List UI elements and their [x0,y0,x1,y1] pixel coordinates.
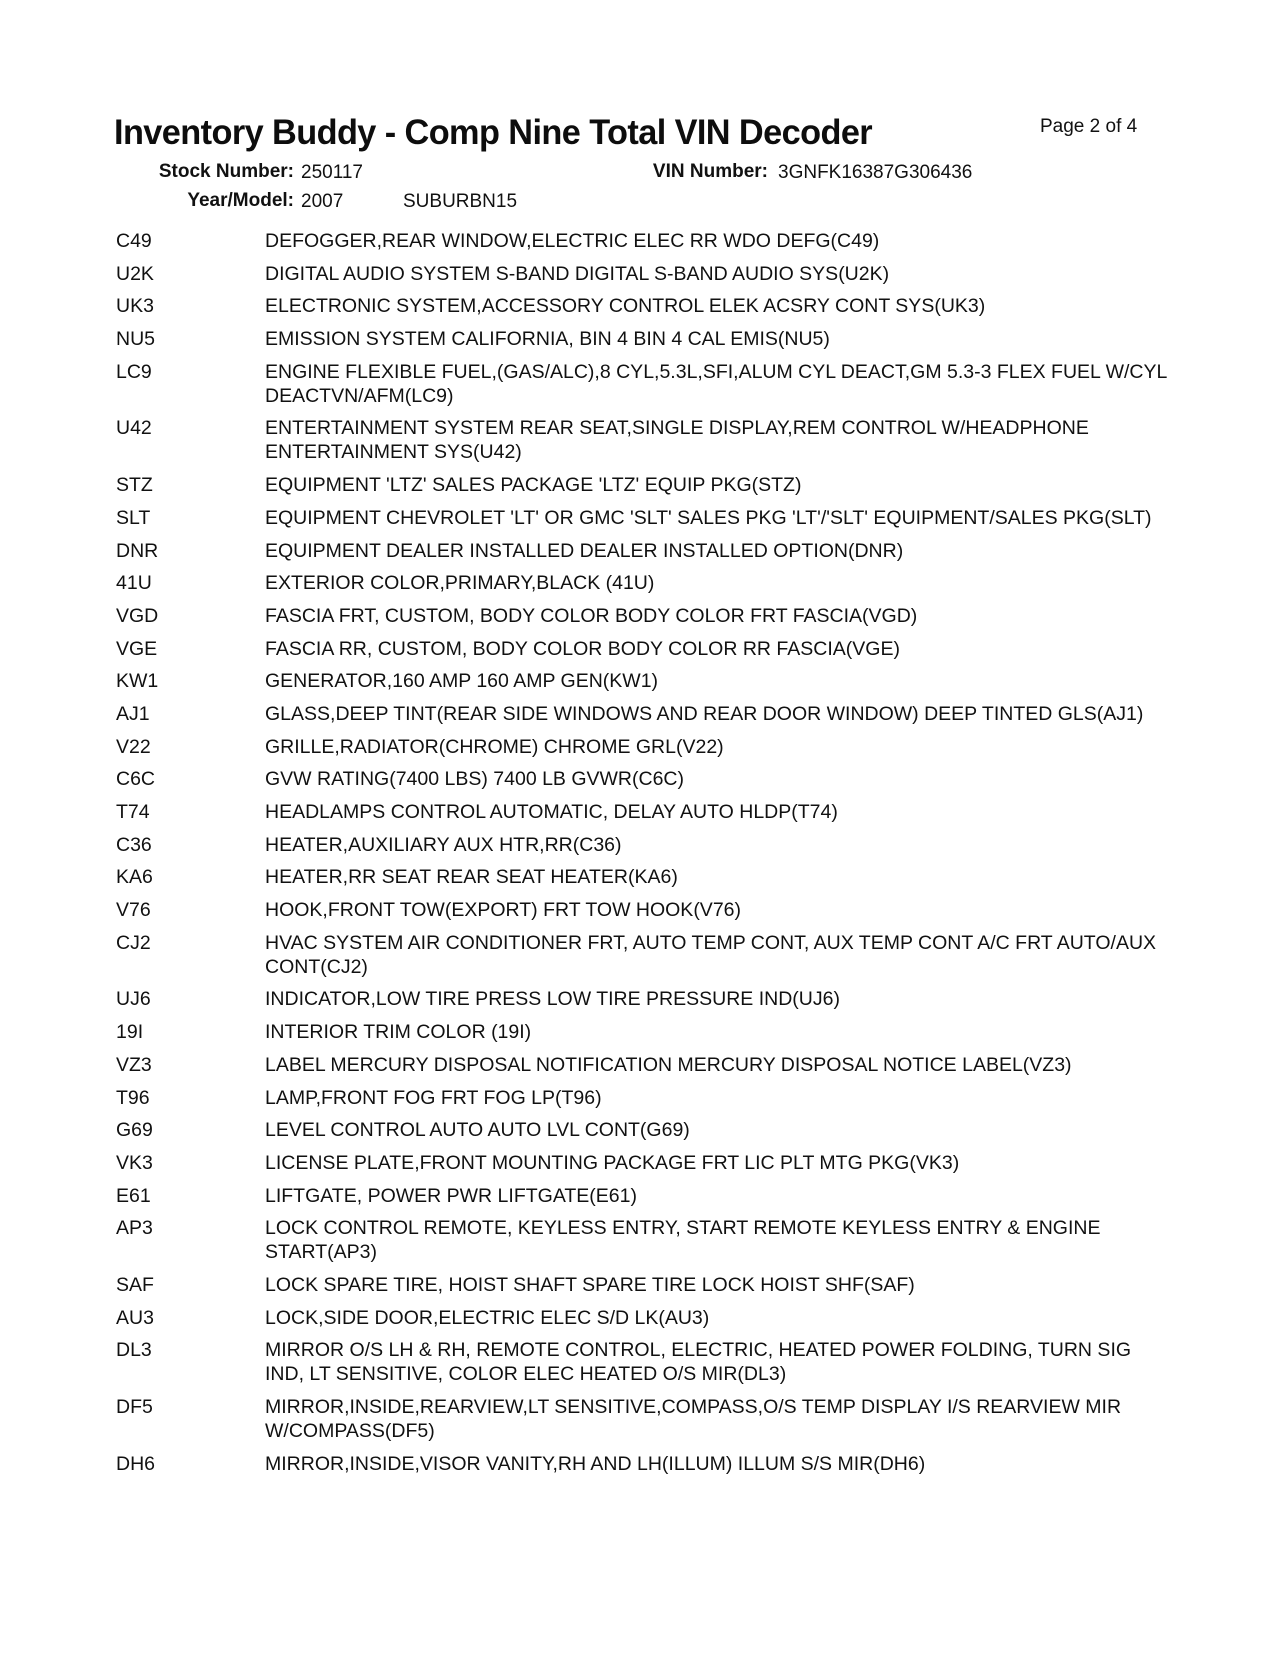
option-list [116,229,1176,1484]
option-row [116,1020,1176,1044]
option-row [116,327,1176,351]
option-row [116,416,1176,464]
option-row [116,1338,1176,1386]
option-code: DH6 [116,1452,156,1475]
option-description: LABEL MERCURY DISPOSAL NOTIFICATION MERCURY DISPOSAL NOTICE LABEL(VZ3) [265,1053,1072,1076]
option-row [116,1395,1176,1443]
option-description: MIRROR,INSIDE,REARVIEW,LT SENSITIVE,COMPASS,O/S TEMP DISPLAY I/S REARVIEW MIR W/COMPASS(DF5) [265,1396,1122,1442]
option-description: GLASS,DEEP TINT(REAR SIDE WINDOWS AND REAR DOOR WINDOW) DEEP TINTED GLS(AJ1) [265,702,1144,725]
option-row [116,1151,1176,1175]
option-description: HOOK,FRONT TOW(EXPORT) FRT TOW HOOK(V76) [265,899,741,922]
option-row [116,735,1176,759]
option-row [116,604,1176,628]
option-description: LOCK,SIDE DOOR,ELECTRIC ELEC S/D LK(AU3) [265,1306,710,1329]
option-description: EMISSION SYSTEM CALIFORNIA, BIN 4 BIN 4 CAL EMIS(NU5) [265,328,830,351]
option-code: C36 [116,833,152,856]
option-row [116,1452,1176,1476]
option-description: INTERIOR TRIM COLOR (19I) [265,1021,532,1044]
option-row [116,702,1176,726]
option-description: EXTERIOR COLOR,PRIMARY,BLACK (41U) [265,572,655,595]
option-code: SAF [116,1273,154,1296]
option-description: FASCIA RR, CUSTOM, BODY COLOR BODY COLOR RR FASCIA(VGE) [265,637,900,660]
option-code: C6C [116,768,156,791]
option-description: LOCK SPARE TIRE, HOIST SHAFT SPARE TIRE LOCK HOIST SHF(SAF) [265,1273,915,1296]
option-description: GENERATOR,160 AMP 160 AMP GEN(KW1) [265,670,659,693]
option-code: VGE [116,637,158,660]
option-row [116,865,1176,889]
vin-value: 3GNFK16387G306436 [778,162,973,183]
option-description: LIFTGATE, POWER PWR LIFTGATE(E61) [265,1184,637,1207]
option-description: ENTERTAINMENT SYSTEM REAR SEAT,SINGLE DISPLAY,REM CONTROL W/HEADPHONE ENTERTAINMENT SYS(U42) [265,417,1089,464]
option-code: V22 [116,735,151,758]
option-row [116,1184,1176,1208]
option-code: NU5 [116,328,156,351]
option-row [116,637,1176,661]
option-code: KW1 [116,670,159,693]
option-code: KA6 [116,866,153,889]
option-code: SLT [116,506,151,529]
option-description: INDICATOR,LOW TIRE PRESS LOW TIRE PRESSURE IND(UJ6) [265,988,840,1011]
option-description: GVW RATING(7400 LBS) 7400 LB GVWR(C6C) [265,768,685,791]
option-row [116,262,1176,286]
option-description: MIRROR,INSIDE,VISOR VANITY,RH AND LH(ILLUM) ILLUM S/S MIR(DH6) [265,1452,926,1475]
option-code: AP3 [116,1217,153,1240]
year-model-label: Year/Model: [187,190,294,211]
option-code: CJ2 [116,931,151,954]
option-description: HVAC SYSTEM AIR CONDITIONER FRT, AUTO TEMP CONT, AUX TEMP CONT A/C FRT AUTO/AUX CONT(CJ2) [265,931,1157,978]
option-description: ENGINE FLEXIBLE FUEL,(GAS/ALC),8 CYL,5.3L,SFI,ALUM CYL DEACT,GM 5.3-3 FLEX FUEL W/CYL DEACTVN/AFM(LC9) [265,360,1167,407]
option-code: VGD [116,604,159,627]
option-row [116,800,1176,824]
option-code: G69 [116,1119,153,1142]
option-code: C49 [116,230,152,252]
option-code: LC9 [116,360,152,383]
vin-label: VIN Number: [652,161,768,182]
year-value: 2007 [301,191,344,212]
document-title: Inventory Buddy - Comp Nine Total VIN Decoder [114,113,873,152]
option-row [116,539,1176,563]
option-description: LICENSE PLATE,FRONT MOUNTING PACKAGE FRT LIC PLT MTG PKG(VK3) [265,1151,960,1174]
option-code: STZ [116,474,153,497]
option-description: FASCIA FRT, CUSTOM, BODY COLOR BODY COLOR FRT FASCIA(VGD) [265,604,918,627]
option-code: U42 [116,417,152,440]
option-row [116,1118,1176,1142]
option-code: UJ6 [116,988,151,1011]
option-code: VK3 [116,1151,153,1174]
option-code: V76 [116,899,151,922]
option-description: LAMP,FRONT FOG FRT FOG LP(T96) [265,1086,602,1109]
option-row [116,506,1176,530]
option-description: EQUIPMENT DEALER INSTALLED DEALER INSTALLED OPTION(DNR) [265,539,904,562]
option-description: HEATER,RR SEAT REAR SEAT HEATER(KA6) [265,866,678,889]
option-row [116,571,1176,595]
option-description: LOCK CONTROL REMOTE, KEYLESS ENTRY, START REMOTE KEYLESS ENTRY & ENGINE START(AP3) [265,1217,1101,1264]
option-description: DEFOGGER,REAR WINDOW,ELECTRIC ELEC RR WDO DEFG(C49) [265,230,880,252]
option-row [116,473,1176,497]
option-code: 19I [116,1021,144,1044]
option-row [116,1273,1176,1297]
page-indicator: Page 2 of 4 [1040,116,1138,137]
option-description: DIGITAL AUDIO SYSTEM S-BAND DIGITAL S-BAND AUDIO SYS(U2K) [265,262,890,285]
option-code: DF5 [116,1396,153,1418]
option-code: DNR [116,539,159,562]
option-row [116,987,1176,1011]
option-code: AJ1 [116,702,150,725]
option-description: GRILLE,RADIATOR(CHROME) CHROME GRL(V22) [265,735,724,758]
model-value: SUBURBN15 [403,191,518,212]
option-row [116,669,1176,693]
option-row [116,294,1176,318]
option-code: U2K [116,262,154,285]
option-description: HEADLAMPS CONTROL AUTOMATIC, DELAY AUTO HLDP(T74) [265,801,838,823]
option-row [116,229,1176,253]
option-description: LEVEL CONTROL AUTO AUTO LVL CONT(G69) [265,1119,690,1142]
option-code: AU3 [116,1306,154,1329]
stock-number-value: 250117 [301,162,363,183]
option-row [116,767,1176,791]
option-row [116,898,1176,922]
option-row [116,360,1176,408]
option-description: EQUIPMENT 'LTZ' SALES PACKAGE 'LTZ' EQUIP PKG(STZ) [265,474,802,497]
option-row [116,1086,1176,1110]
option-description: EQUIPMENT CHEVROLET 'LT' OR GMC 'SLT' SALES PKG 'LT'/'SLT' EQUIPMENT/SALES PKG(SLT) [265,506,1152,529]
option-code: UK3 [116,295,154,318]
option-code: 41U [116,572,152,595]
option-description: HEATER,AUXILIARY AUX HTR,RR(C36) [265,833,622,856]
option-row [116,1216,1176,1264]
option-code: T74 [116,801,150,823]
option-row [116,1306,1176,1330]
stock-number-label: Stock Number: [158,161,294,182]
option-description: MIRROR O/S LH & RH, REMOTE CONTROL, ELECTRIC, HEATED POWER FOLDING, TURN SIG IND, LT SENSITIVE, COLOR ELEC HEATED O/S MIR(DL3) [265,1339,1132,1386]
option-code: T96 [116,1086,150,1109]
option-row [116,931,1176,979]
option-code: VZ3 [116,1053,152,1076]
option-row [116,833,1176,857]
option-code: DL3 [116,1339,152,1362]
option-description: ELECTRONIC SYSTEM,ACCESSORY CONTROL ELEK ACSRY CONT SYS(UK3) [265,295,986,318]
option-code: E61 [116,1184,151,1207]
option-row [116,1053,1176,1077]
